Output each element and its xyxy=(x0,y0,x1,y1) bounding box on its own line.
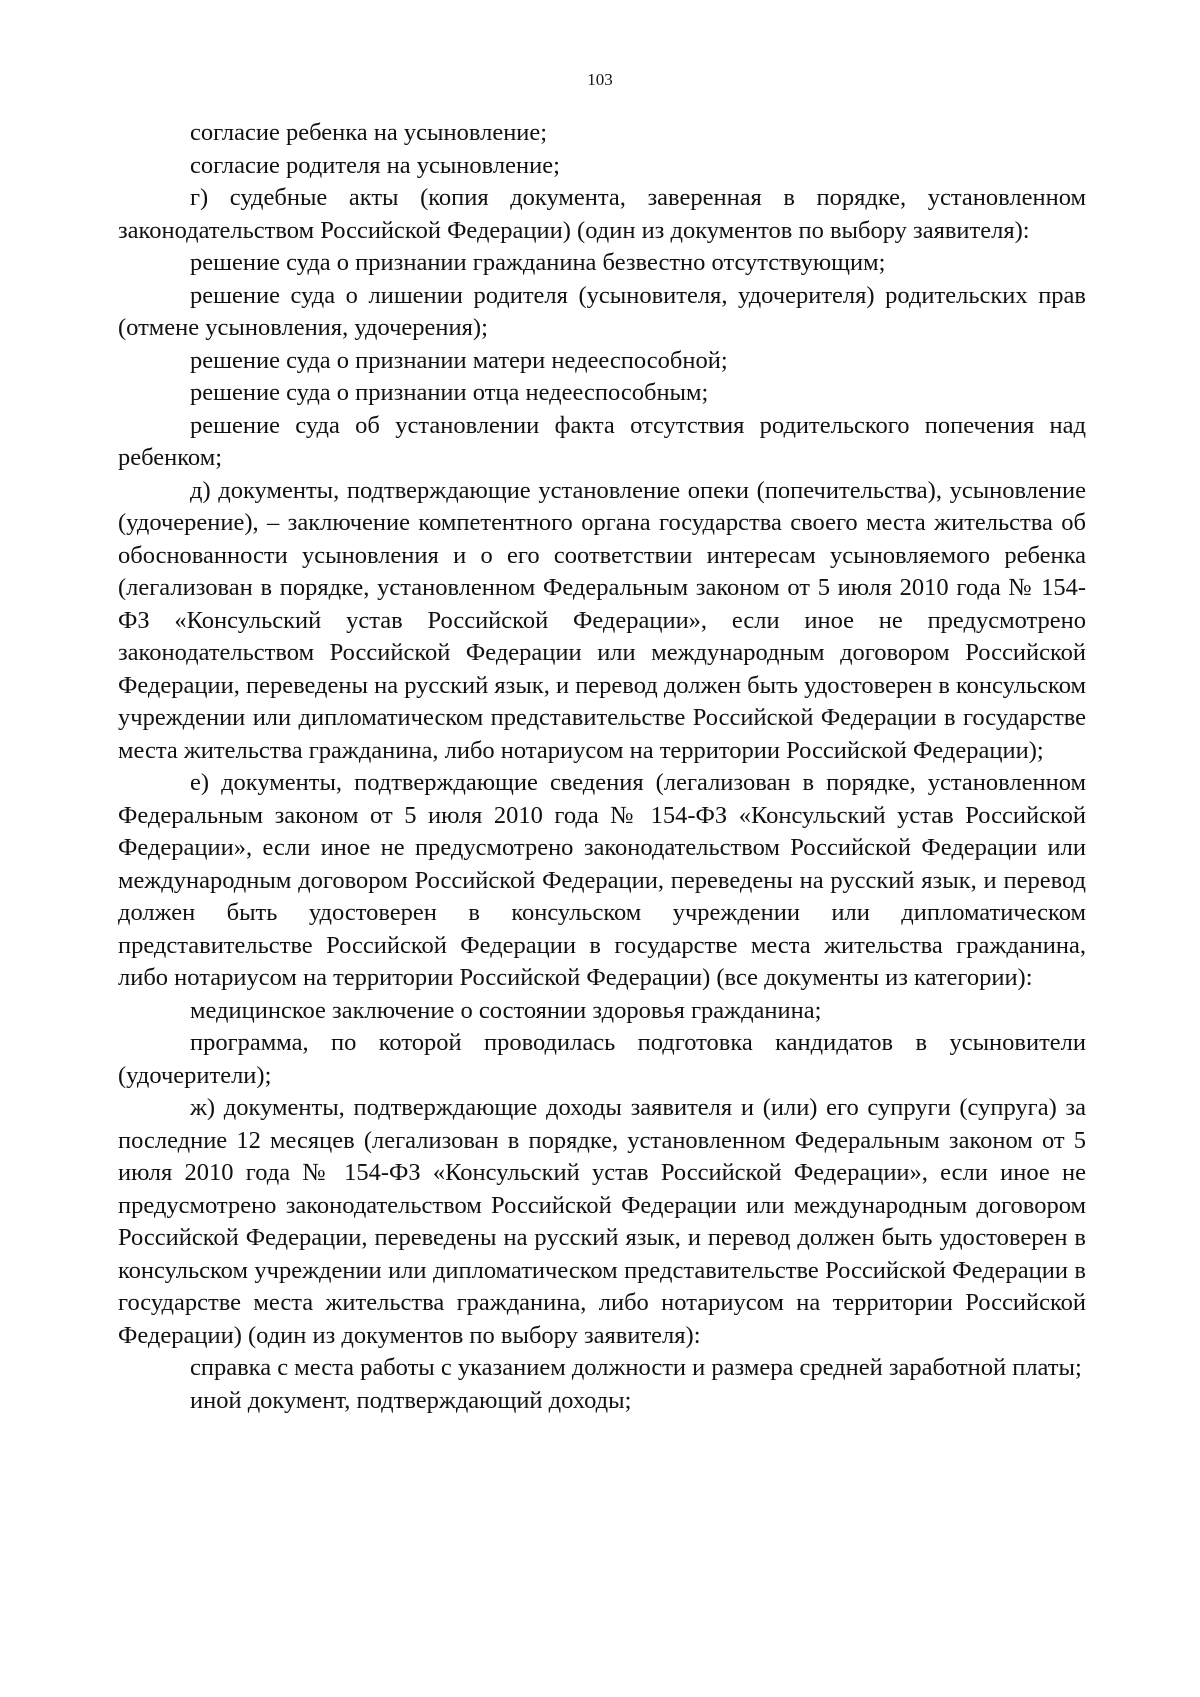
paragraph-court-no-parental-care: решение суда об установлении факта отсутствия родительского попечения над ребенком; xyxy=(118,411,1086,471)
paragraph-court-missing-person: решение суда о признании гражданина безвестно отсутствующим; xyxy=(190,249,886,276)
paragraph-item-zh-income: ж) документы, подтверждающие доходы заявителя и (или) его супруги (супруга) за последние 12 месяцев (легализован в порядке, установленном Федеральным законом от 5 июля 2010 года № 154-ФЗ «Консульский устав Российской Федерации», если иное не предусмотрено законодательством Российской Федерации или международным договором Российской Федерации, переведены на русский язык, и перевод должен быть удостоверен в консульском учреждении или дипломатическом представительстве Российской Федерации в государстве места жительства гражданина, либо нотариусом на территории Российской Федерации) (один из документов по выбору заявителя): xyxy=(118,1094,1086,1349)
paragraph-consent-parent: согласие родителя на усыновление; xyxy=(190,151,560,179)
paragraph-item-d-guardianship: д) документы, подтверждающие установление опеки (попечительства), усыновление (удочерение), – заключение компетентного органа государства своего места жительства об обоснованности усыновления и о его соответствии интересам усыновляемого ребенка (легализован в порядке, установленном Федеральным законом от 5 июля 2010 года № 154-ФЗ «Консульский устав Российской Федерации», если иное не предусмотрено законодательством Российской Федерации или международным договором Российской Федерации, переведены на русский язык, и перевод должен быть удостоверен в консульском учреждении или дипломатическом представительстве Российской Федерации в государстве места жительства гражданина, либо нотариусом на территории Российской Федерации); xyxy=(118,476,1086,764)
paragraph-other-income-document: иной документ, подтверждающий доходы; xyxy=(190,1386,632,1414)
paragraph-training-program: программа, по которой проводилась подготовка кандидатов в усыновители (удочерители); xyxy=(118,1029,1086,1089)
paragraph-court-mother-incapable: решение суда о признании матери недееспособной; xyxy=(190,346,728,374)
paragraph-item-g-court-acts: г) судебные акты (копия документа, заверенная в порядке, установленном законодательством Российской Федерации) (один из документов по выбору заявителя): xyxy=(118,184,1086,244)
paragraph-court-deprivation-rights: решение суда о лишении родителя (усыновителя, удочерителя) родительских прав (отмене усыновления, удочерения); xyxy=(118,281,1086,341)
document-body xyxy=(118,117,1086,1417)
page-number: 103 xyxy=(587,70,613,89)
paragraph-employment-certificate: справка с места работы с указанием должности и размера средней заработной платы; xyxy=(190,1354,1082,1381)
paragraph-consent-child: согласие ребенка на усыновление; xyxy=(190,119,548,146)
paragraph-court-father-incapable: решение суда о признании отца недееспособным; xyxy=(190,379,709,406)
paragraph-item-e-documents: е) документы, подтверждающие сведения (легализован в порядке, установленном Федеральным законом от 5 июля 2010 года № 154-ФЗ «Консульский устав Российской Федерации», если иное не предусмотрено законодательством Российской Федерации или международным договором Российской Федерации, переведены на русский язык, и перевод должен быть удостоверен в консульском учреждении или дипломатическом представительстве Российской Федерации в государстве места жительства гражданина, либо нотариусом на территории Российской Федерации) (все документы из категории): xyxy=(118,769,1086,991)
paragraph-medical-report: медицинское заключение о состоянии здоровья гражданина; xyxy=(190,996,822,1024)
